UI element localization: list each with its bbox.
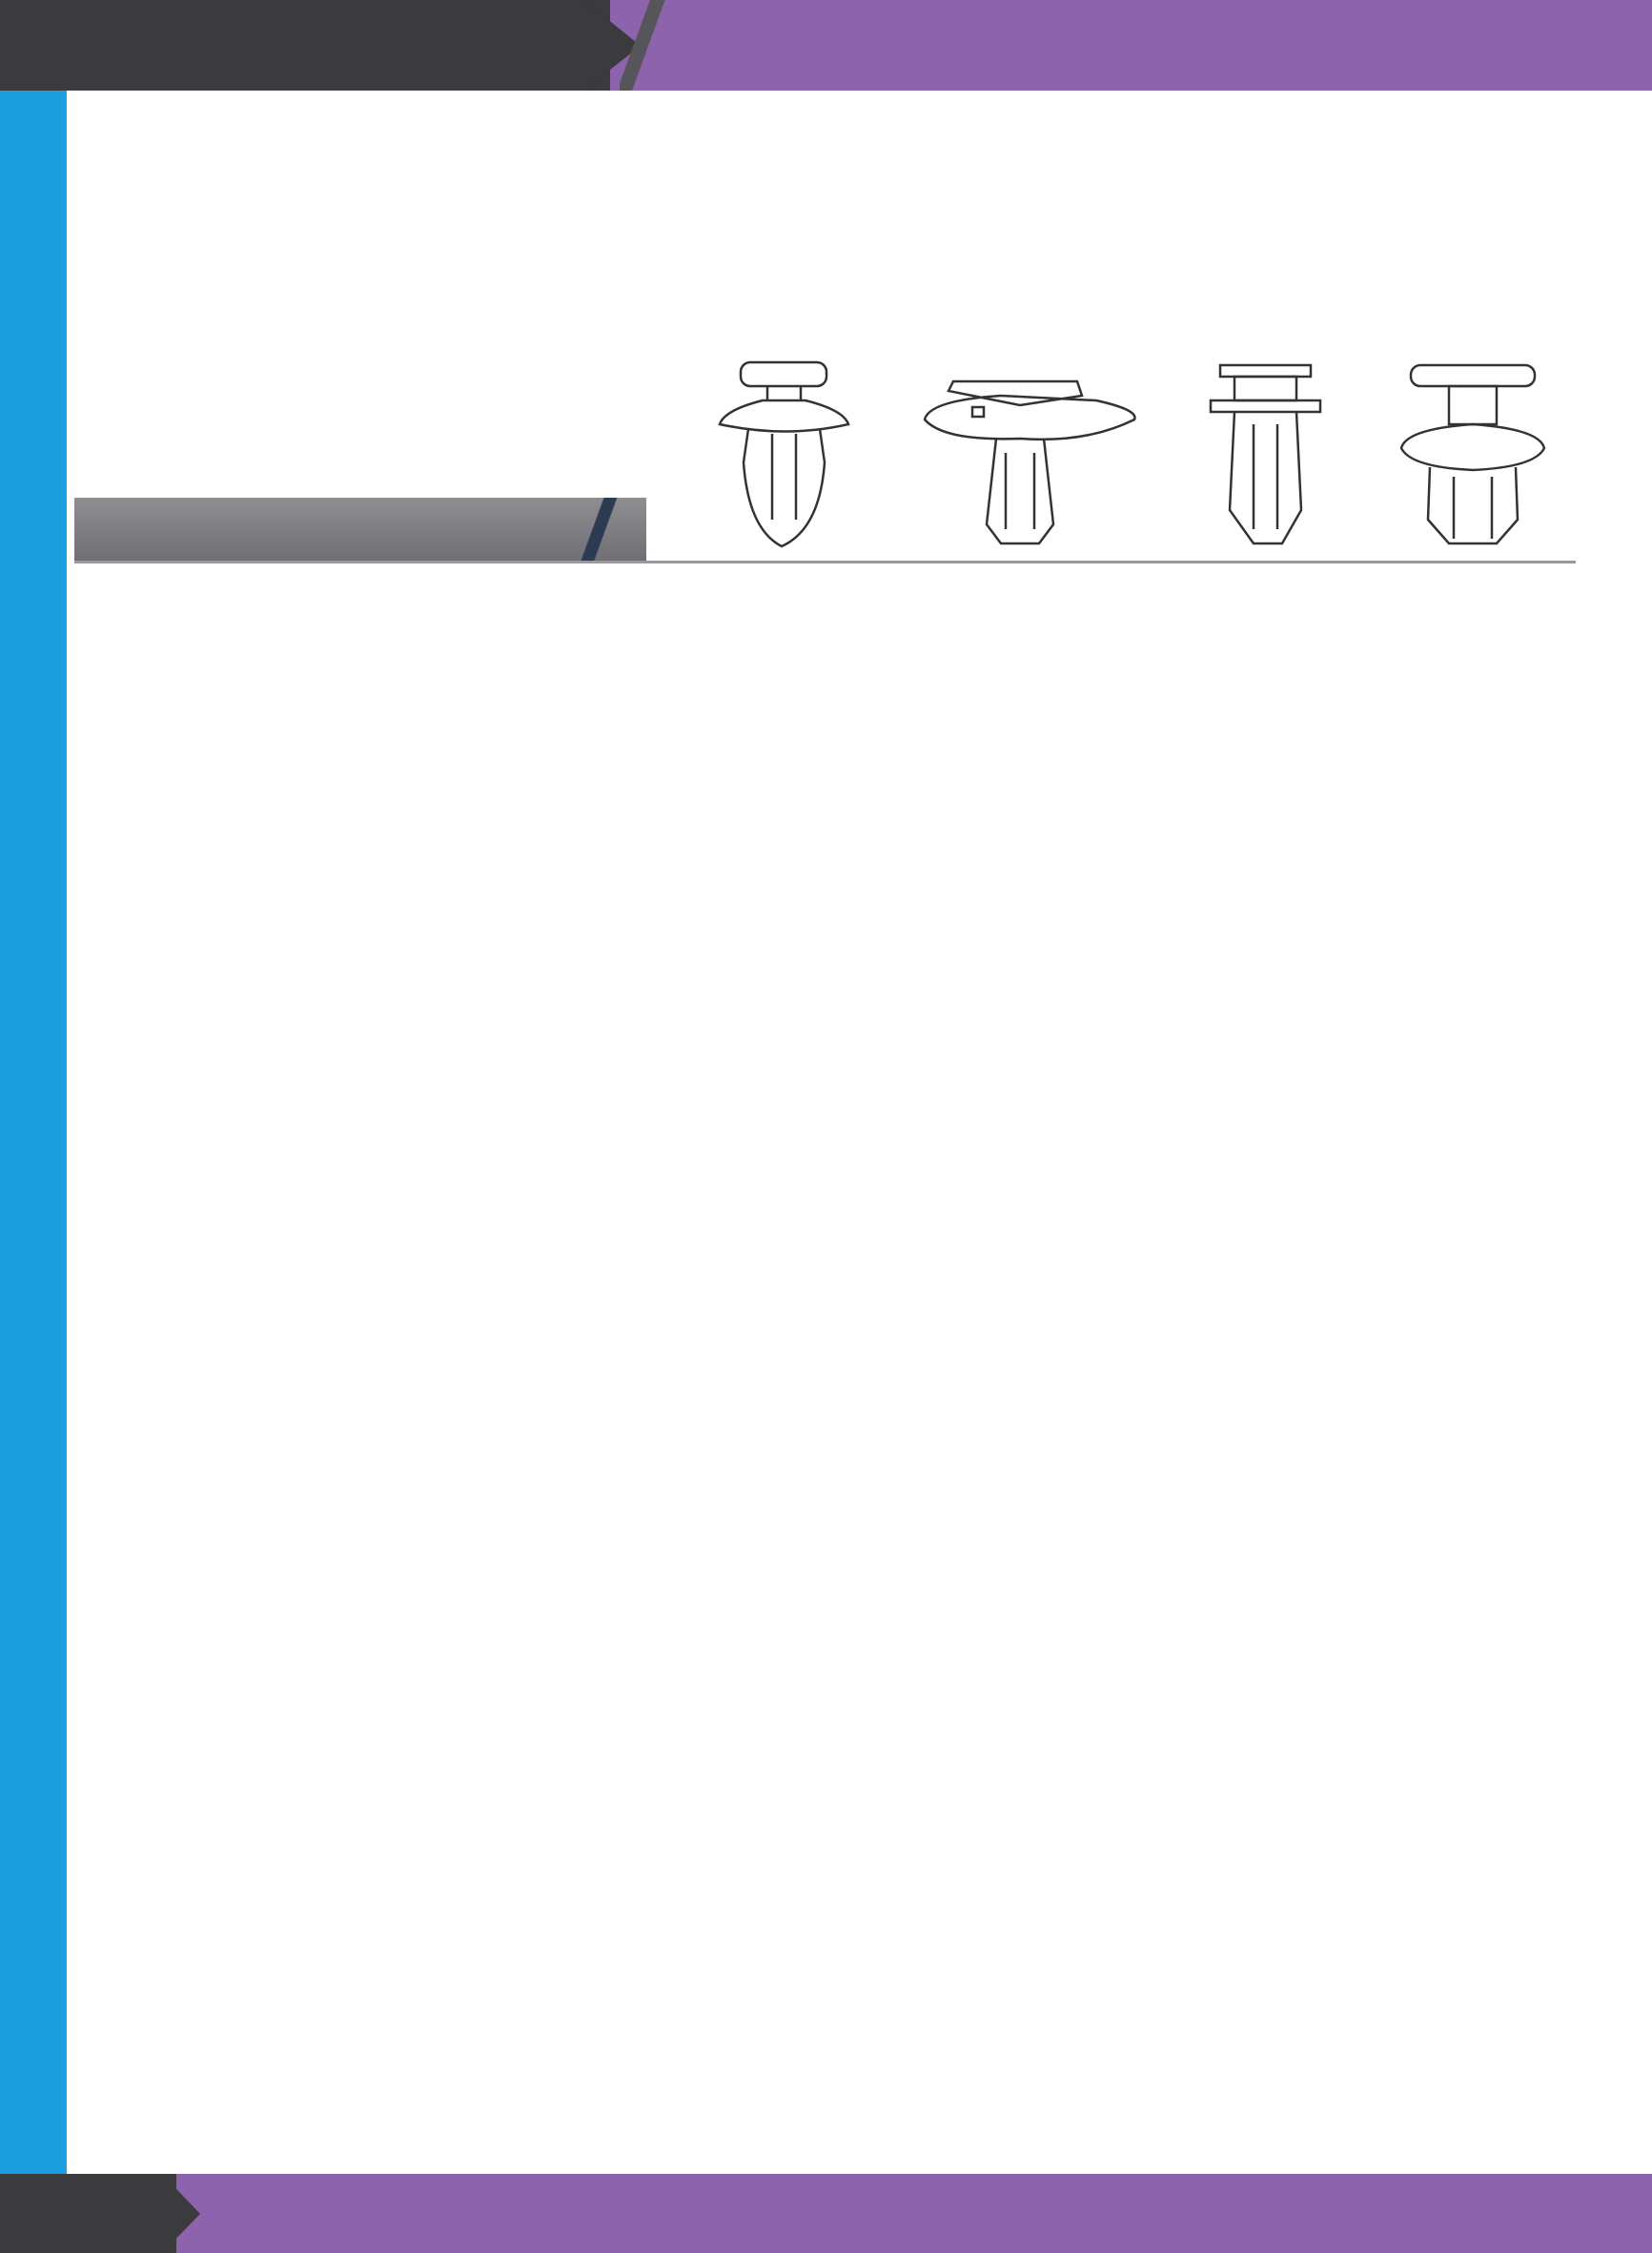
section-divider (74, 561, 1576, 563)
page-footer (0, 2174, 1652, 2253)
footer-dark-block (0, 2174, 176, 2253)
clip-illustration-2 (925, 381, 1135, 543)
clip-illustration-1 (720, 362, 848, 546)
section-banner-chevron (581, 498, 667, 563)
section-banner (74, 498, 646, 563)
clip-illustration-4 (1401, 365, 1544, 543)
page-header (0, 0, 1652, 91)
brand-sidebar (0, 91, 67, 2174)
footer-chevron (162, 2174, 200, 2253)
grampo-illustrations (705, 358, 1563, 558)
clip-illustration-3 (1211, 365, 1320, 543)
header-chevron-accent (620, 0, 686, 91)
header-dark-block (0, 0, 610, 91)
